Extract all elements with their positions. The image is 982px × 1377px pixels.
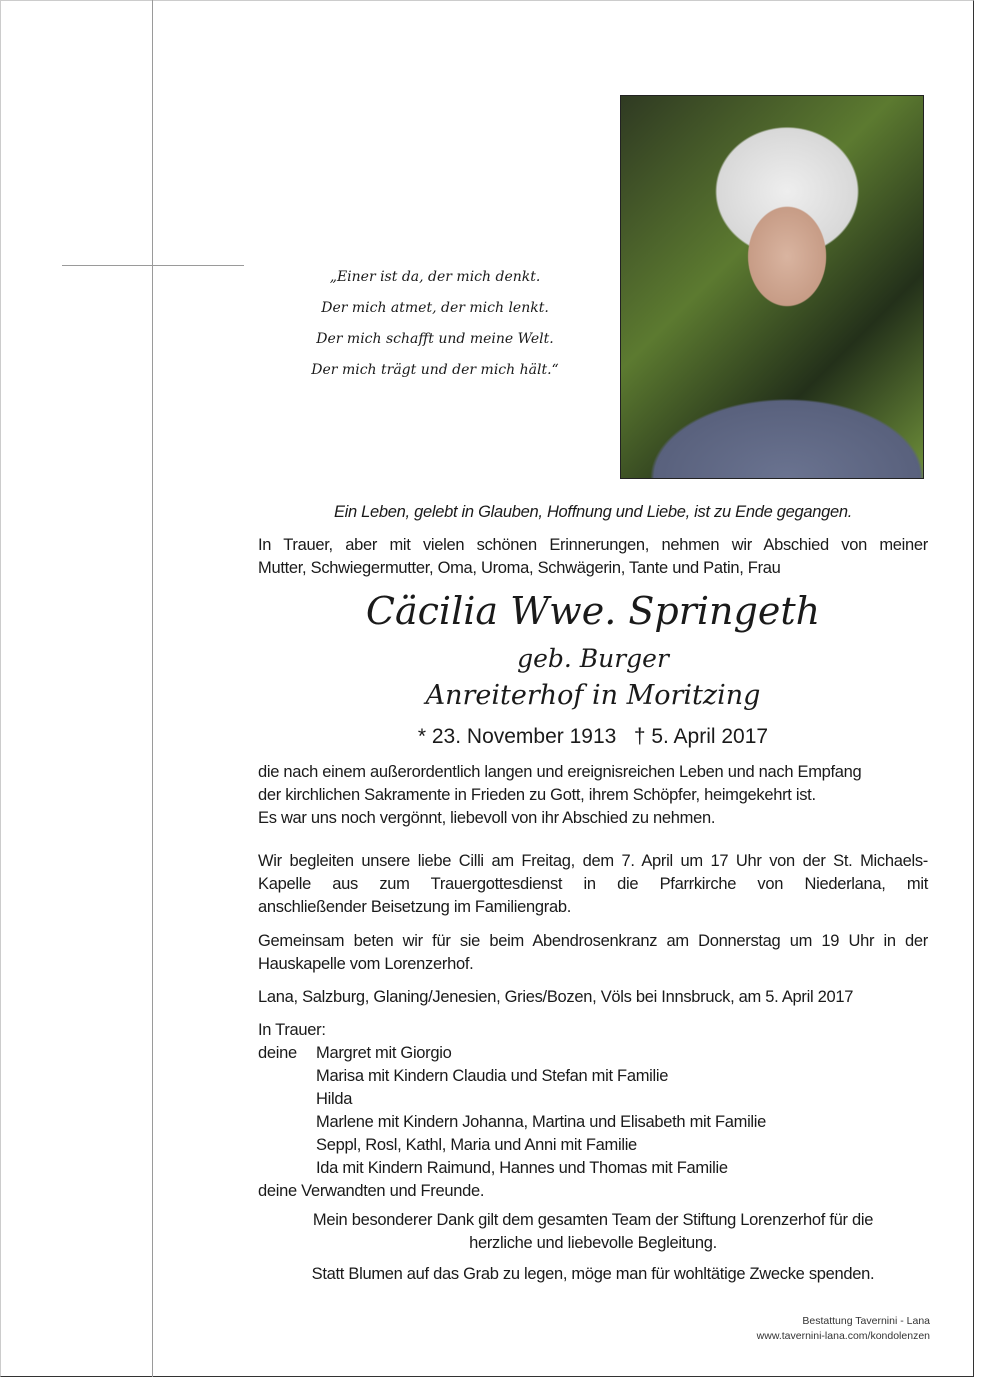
cross-horizontal-line — [62, 265, 244, 266]
footer — [757, 1314, 930, 1344]
mourner: Ida mit Kindern Raimund, Hannes und Thomas mit Familie — [316, 1159, 728, 1177]
mourners-heading: In Trauer: — [258, 1021, 326, 1039]
rosary-text — [258, 930, 928, 976]
text-line: der kirchlichen Sakramente in Frieden zu Gott, ihrem Schöpfer, heimgekehrt ist. — [258, 786, 816, 804]
text-line: anschließender Beisetzung im Familiengrab. — [258, 898, 571, 916]
text-line: die nach einem außerordentlich langen und ereignisreichen Leben und nach Empfang — [258, 763, 862, 781]
text-line: herzliche und liebevolle Begleitung. — [469, 1234, 717, 1252]
poem-line: „Einer ist da, der mich denkt. — [329, 269, 541, 285]
text-line: Wir begleiten unsere liebe Cilli am Freitag, dem 7. April um 17 Uhr von der St. Michaels- — [258, 852, 928, 870]
mourner: Hilda — [316, 1090, 353, 1108]
condolence-link[interactable]: www.tavernini-lana.com/kondolenzen — [756, 1330, 930, 1342]
mourners-prefix: deine — [258, 1044, 297, 1062]
mourners-list — [258, 1019, 928, 1203]
portrait-photo — [620, 95, 924, 479]
text-line: Mein besonderer Dank gilt dem gesamten Team der Stiftung Lorenzerhof für die — [312, 1211, 874, 1229]
intro-line: Ein Leben, gelebt in Glauben, Hoffnung und Liebe, ist zu Ende gegangen. — [333, 503, 853, 521]
place-date: Lana, Salzburg, Glaning/Jenesien, Gries/Bozen, Völs bei Innsbruck, am 5. April 2017 — [258, 988, 854, 1006]
poem-line: Der mich schafft und meine Welt. — [316, 331, 554, 347]
poem-line: Der mich atmet, der mich lenkt. — [321, 300, 549, 316]
passing-text — [258, 761, 928, 830]
deceased-name: Cäcilia Wwe. Springeth — [365, 589, 821, 633]
mourner: Seppl, Rosl, Kathl, Maria und Anni mit Familie — [316, 1136, 637, 1154]
poem-quote — [260, 262, 610, 386]
announce-line: Mutter, Schwiegermutter, Oma, Uroma, Schwägerin, Tante und Patin, Frau — [258, 559, 781, 577]
cross-vertical-line — [152, 0, 153, 1377]
mourner: Marisa mit Kindern Claudia und Stefan mit Familie — [316, 1067, 669, 1085]
poem-line: Der mich trägt und der mich hält.“ — [311, 362, 559, 378]
mourners-closing: deine Verwandten und Freunde. — [258, 1182, 485, 1200]
text-line: Kapelle aus zum Trauergottesdienst in die Pfarrkirche von Niederlana, mit — [258, 875, 928, 893]
mourner: Margret mit Giorgio — [316, 1044, 452, 1062]
thanks-text — [258, 1209, 928, 1255]
announcement — [258, 534, 928, 580]
announce-line: In Trauer, aber mit vielen schönen Erinnerungen, nehmen wir Abschied von meiner — [258, 536, 928, 554]
maiden-name: geb. Burger — [517, 644, 669, 673]
home-place: Anreiterhof in Moritzing — [425, 680, 761, 711]
funeral-home-name: Bestattung Tavernini - Lana — [802, 1315, 930, 1327]
text-line: Gemeinsam beten wir für sie beim Abendrosenkranz am Donnerstag um 19 Uhr in der — [258, 932, 928, 950]
flowers-note: Statt Blumen auf das Grab zu legen, möge man für wohltätige Zwecke spenden. — [311, 1265, 875, 1283]
funeral-text — [258, 850, 928, 919]
text-line: Hauskapelle vom Lorenzerhof. — [258, 955, 474, 973]
life-dates: * 23. November 1913 † 5. April 2017 — [417, 725, 769, 748]
text-line: Es war uns noch vergönnt, liebevoll von ihr Abschied zu nehmen. — [258, 809, 716, 827]
mourner: Marlene mit Kindern Johanna, Martina und Elisabeth mit Familie — [316, 1113, 767, 1131]
